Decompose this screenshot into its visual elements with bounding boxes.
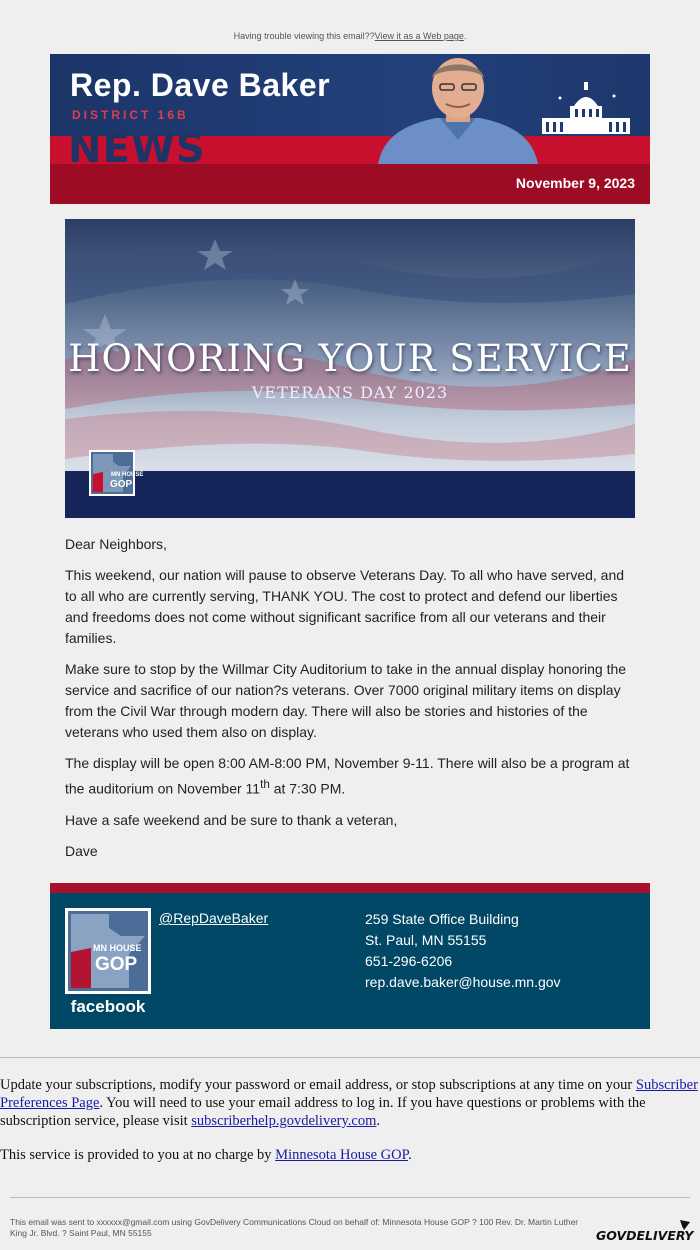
news-label: NEWS xyxy=(68,126,206,172)
subscription-info: Update your subscriptions, modify your password or email address, or stop subscriptions at any time on your Subscriber Preferences Page. You will need to use your email address to log in. If you have questions or problems with the subscription service, please visit subscriberhelp.govdelivery.com. This service is provided to you at no charge by Minnesota House GOP. xyxy=(0,1077,698,1163)
capitol-building-icon xyxy=(540,80,632,136)
district-label: DISTRICT 16B xyxy=(72,108,189,122)
minnesota-house-gop-link[interactable]: Minnesota House GOP xyxy=(275,1147,409,1163)
address-line-1: 259 State Office Building xyxy=(365,911,519,927)
email-address[interactable]: rep.dave.baker@house.mn.gov xyxy=(365,974,561,990)
address-line-2: St. Paul, MN 55155 xyxy=(365,932,487,948)
view-web-page-link[interactable]: View it as a Web page xyxy=(374,31,464,41)
fine-print: This email was sent to xxxxxx@gmail.com using GovDelivery Communications Cloud on behalf of: Minnesota House GOP ? 100 Rev. Dr. Martin Luther King Jr. Blvd. ? Saint Paul, MN 55155 xyxy=(10,1217,579,1238)
greeting: Dear Neighbors, xyxy=(65,536,167,552)
paragraph-4: Have a safe weekend and be sure to thank a veteran, xyxy=(65,811,398,828)
paragraph-2: Make sure to stop by the Willmar City Auditorium to take in the annual display honoring the service and sacrifice of our nation?s veterans. Over 7000 original military items on display from the Civil War through modern day. There will also be stories and histories of the veterans who used them also on display. xyxy=(65,661,627,740)
phone-number: 651-296-6206 xyxy=(365,953,453,969)
office-contact xyxy=(365,909,561,993)
letter-body xyxy=(65,534,637,872)
view-online-text: Having trouble viewing this email?? xyxy=(233,31,375,41)
svg-text:GOP: GOP xyxy=(110,479,133,490)
govdelivery-logo[interactable] xyxy=(596,1218,692,1244)
contact-footer xyxy=(50,883,650,1029)
divider xyxy=(10,1197,690,1198)
svg-text:GOVDELIVERY: GOVDELIVERY xyxy=(596,1228,694,1243)
newsletter-date: November 9, 2023 xyxy=(515,175,635,191)
divider xyxy=(0,1057,700,1058)
view-online-note xyxy=(0,31,700,41)
mn-house-gop-logo xyxy=(89,450,144,496)
svg-text:MN HOUSE: MN HOUSE xyxy=(111,472,144,478)
facebook-gop-logo-link[interactable] xyxy=(65,908,151,1018)
facebook-label: facebook xyxy=(70,997,146,1016)
email-container xyxy=(50,54,650,859)
social-handle-link[interactable]: @RepDaveBaker xyxy=(159,910,269,926)
signoff: Dave xyxy=(65,842,98,859)
subscriber-help-link[interactable]: subscriberhelp.govdelivery.com xyxy=(191,1113,377,1129)
svg-text:GOP: GOP xyxy=(95,954,138,975)
banner-title: HONORING YOUR SERVICE xyxy=(68,337,632,380)
representative-name: Rep. Dave Baker xyxy=(70,67,331,103)
subscriber-preferences-link[interactable]: Subscriber Preferences Page xyxy=(0,1077,698,1111)
veterans-day-banner xyxy=(65,219,635,518)
paragraph-1: This weekend, our nation will pause to observe Veterans Day. To all who have served, and to all who are currently serving, THANK YOU. The cost to protect and defend our liberties and freedoms does not come without significant sacrifice from all our veterans and their families. xyxy=(65,567,625,646)
view-online-suffix: . xyxy=(463,31,467,41)
paragraph-3: The display will be open 8:00 AM-8:00 PM, November 9-11. There will also be a program at the auditorium on November 11th at 7:30 PM. xyxy=(65,755,630,797)
banner-subtitle: VETERANS DAY 2023 xyxy=(251,383,449,402)
svg-text:MN HOUSE: MN HOUSE xyxy=(93,943,142,953)
representative-portrait xyxy=(378,54,538,164)
newsletter-header xyxy=(50,54,650,204)
